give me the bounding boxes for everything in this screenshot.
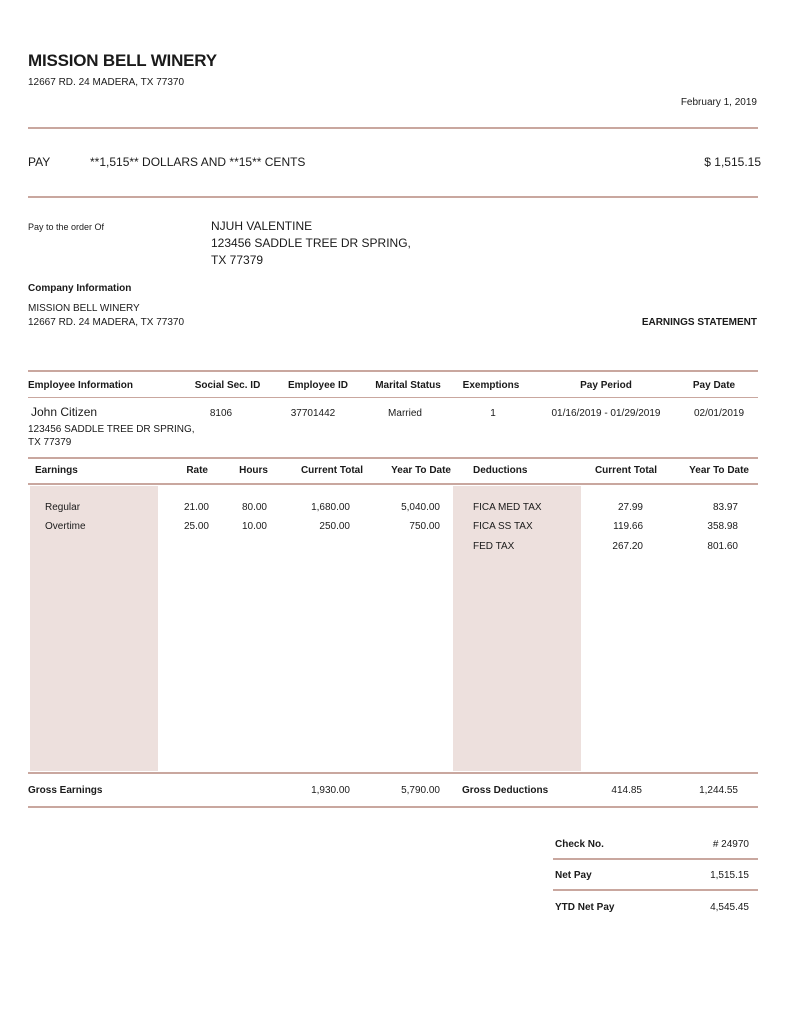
employee-address-line1: 123456 SADDLE TREE DR SPRING, — [28, 424, 195, 435]
payee-address-line1: 123456 SADDLE TREE DR SPRING, — [211, 236, 411, 250]
earn-header-deductions: Deductions — [473, 465, 528, 476]
earning-hours: 10.00 — [241, 521, 267, 532]
pay-to-label: Pay to the order Of — [28, 222, 105, 232]
ytd-net-pay-value: 4,545.45 — [710, 902, 749, 913]
divider — [553, 889, 758, 891]
deduction-ytd: 358.98 — [707, 521, 738, 532]
company-name: MISSION BELL WINERY — [28, 51, 217, 70]
earn-header-ytd: Year To Date — [391, 465, 451, 476]
payee-address-line2: TX 77379 — [211, 253, 264, 267]
company-info-address: 12667 RD. 24 MADERA, TX 77370 — [28, 317, 185, 328]
employee-pay-period: 01/16/2019 - 01/29/2019 — [551, 408, 661, 419]
deduction-label: FICA SS TAX — [473, 521, 533, 532]
company-info-name: MISSION BELL WINERY — [28, 303, 140, 314]
pay-label: PAY — [28, 155, 51, 169]
gross-earnings-current: 1,930.00 — [311, 785, 350, 796]
divider — [28, 483, 758, 485]
gross-earnings-label: Gross Earnings — [28, 785, 103, 796]
statement-title: EARNINGS STATEMENT — [641, 317, 757, 328]
employee-exemptions: 1 — [490, 408, 496, 419]
earn-header-ded-ytd: Year To Date — [689, 465, 749, 476]
earn-header-ded-current: Current Total — [594, 465, 657, 476]
emp-header-ssn: Social Sec. ID — [194, 380, 261, 391]
deduction-label: FICA MED TAX — [473, 502, 542, 513]
divider — [28, 457, 758, 459]
earning-hours: 80.00 — [241, 502, 267, 513]
check-no-label: Check No. — [555, 839, 604, 850]
divider — [553, 858, 758, 860]
earning-rate: 21.00 — [183, 502, 209, 513]
emp-header-date: Pay Date — [692, 380, 736, 391]
earn-header-hours: Hours — [239, 465, 268, 476]
payee-block — [211, 218, 411, 269]
emp-header-exemptions: Exemptions — [462, 380, 520, 391]
company-info-heading: Company Information — [28, 283, 132, 294]
company-info-block — [28, 302, 184, 330]
check-amount: $ 1,515.15 — [704, 155, 761, 169]
employee-address-line2: TX 77379 — [28, 437, 72, 448]
payee-name: NJUH VALENTINE — [211, 219, 313, 233]
deduction-current: 119.66 — [613, 521, 643, 532]
divider — [28, 370, 758, 372]
ytd-net-pay-label: YTD Net Pay — [555, 902, 615, 913]
employee-ssn: 8106 — [209, 408, 233, 419]
earning-current: 1,680.00 — [311, 502, 350, 513]
earn-header-rate: Rate — [186, 465, 208, 476]
deduction-ytd: 83.97 — [712, 502, 738, 513]
emp-header-id: Employee ID — [287, 380, 349, 391]
earning-current: 250.00 — [319, 521, 350, 532]
emp-header-marital: Marital Status — [375, 380, 441, 391]
earn-header-earnings: Earnings — [35, 465, 78, 476]
divider — [28, 196, 758, 198]
employee-address — [28, 423, 195, 449]
earning-ytd: 750.00 — [409, 521, 440, 532]
earning-label: Regular — [45, 502, 81, 513]
employee-pay-date: 02/01/2019 — [693, 408, 745, 419]
emp-header-period: Pay Period — [580, 380, 632, 391]
divider — [28, 397, 758, 398]
earn-header-current: Current Total — [300, 465, 363, 476]
gross-deductions-current: 414.85 — [611, 785, 642, 796]
emp-header-info: Employee Information — [28, 380, 134, 391]
company-address: 12667 RD. 24 MADERA, TX 77370 — [28, 77, 185, 88]
divider — [28, 127, 758, 129]
deduction-ytd: 801.60 — [707, 541, 738, 552]
employee-id: 37701442 — [290, 408, 336, 419]
amount-words: **1,515** DOLLARS AND **15** CENTS — [90, 155, 306, 169]
deduction-current: 27.99 — [617, 502, 643, 513]
check-no-value: # 24970 — [712, 839, 749, 850]
employee-name: John Citizen — [31, 405, 98, 419]
net-pay-label: Net Pay — [555, 870, 592, 881]
net-pay-value: 1,515.15 — [710, 870, 749, 881]
check-date: February 1, 2019 — [680, 97, 757, 108]
earning-label: Overtime — [45, 521, 86, 532]
gross-deductions-ytd: 1,244.55 — [699, 785, 738, 796]
employee-marital: Married — [388, 408, 422, 419]
divider — [28, 806, 758, 808]
earning-ytd: 5,040.00 — [401, 502, 440, 513]
earning-rate: 25.00 — [183, 521, 209, 532]
deduction-current: 267.20 — [612, 541, 643, 552]
deduction-label: FED TAX — [473, 541, 515, 552]
gross-earnings-ytd: 5,790.00 — [401, 785, 440, 796]
gross-deductions-label: Gross Deductions — [462, 785, 549, 796]
divider — [28, 772, 758, 774]
